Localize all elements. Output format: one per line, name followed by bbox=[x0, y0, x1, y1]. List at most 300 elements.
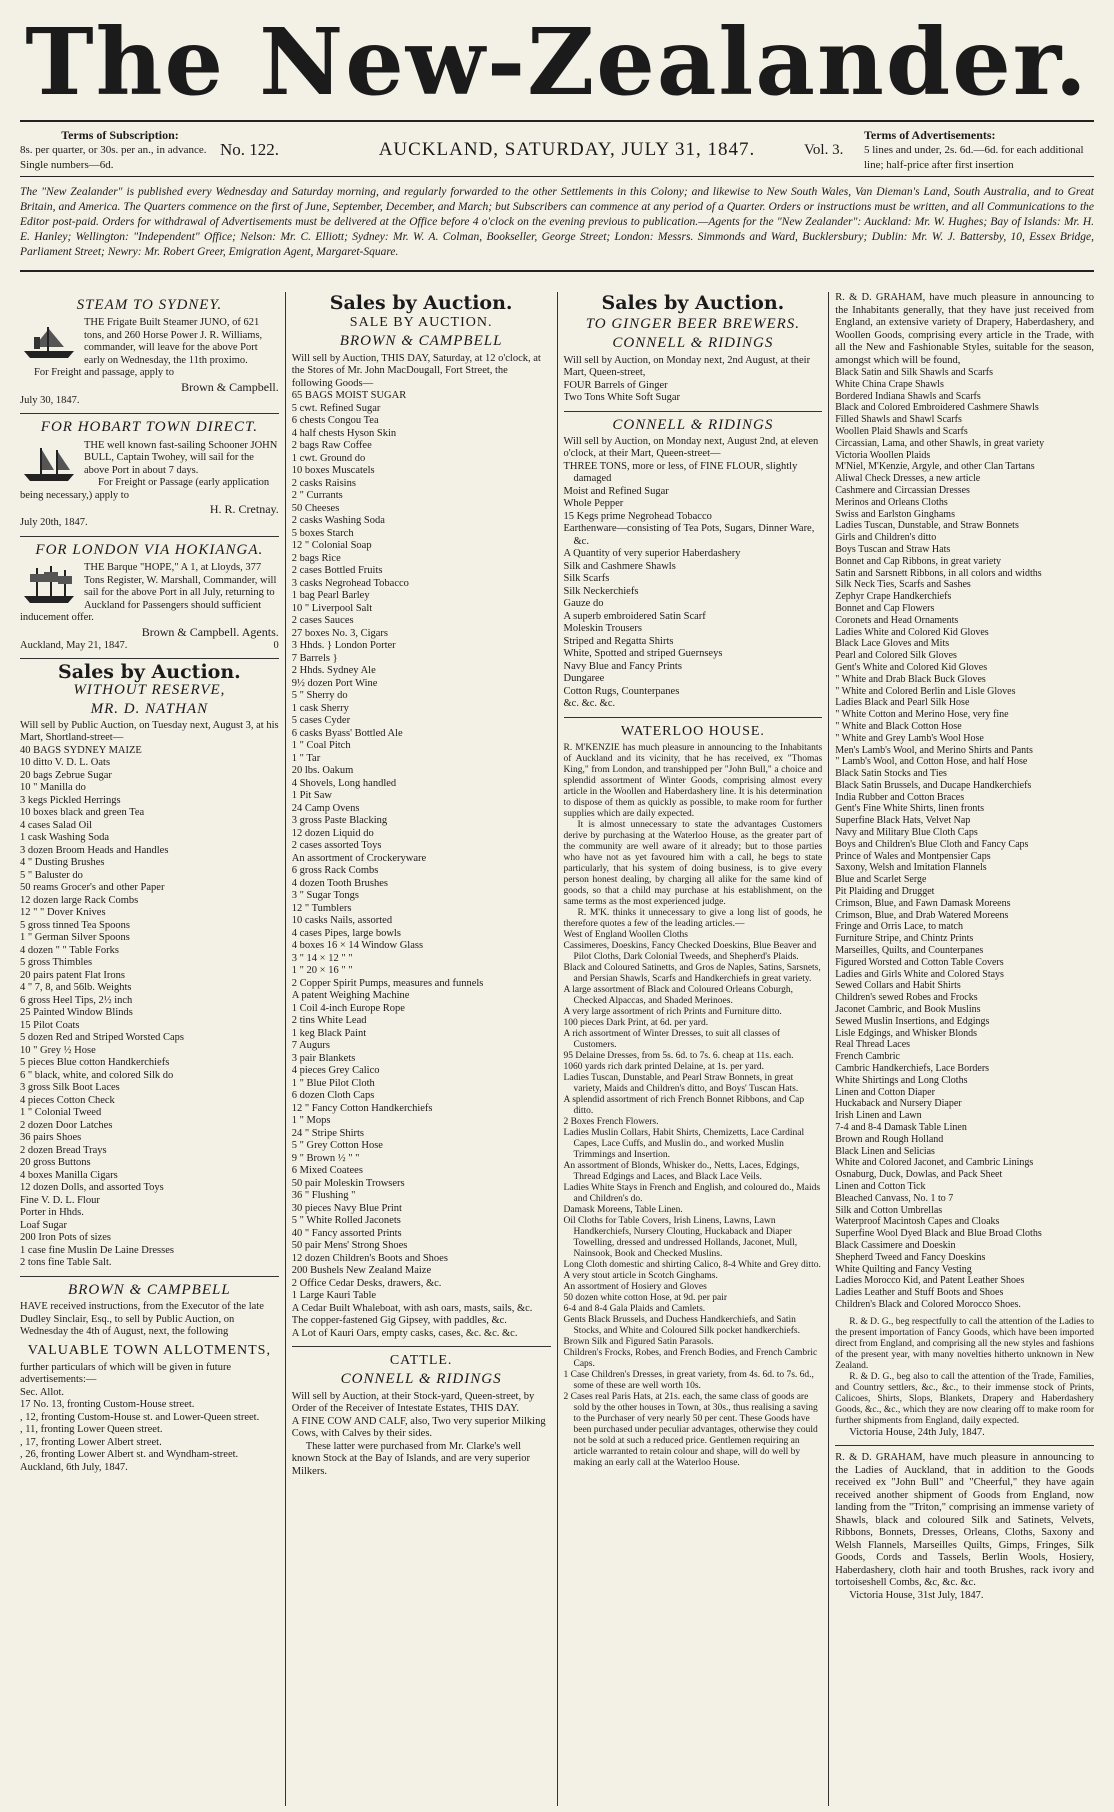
brown-campbell-heading: BROWN & CAMPBELL bbox=[68, 1281, 231, 1298]
list-item: 40 " Fancy assorted Prints bbox=[291, 1227, 402, 1239]
list-item: Zephyr Crape Handkerchiefs bbox=[835, 591, 952, 603]
list-item: Cambric Handkerchiefs, Lace Borders bbox=[835, 1063, 990, 1075]
list-item: 4 " Dusting Brushes bbox=[20, 857, 105, 869]
list-item: 36 pairs Shoes bbox=[20, 1132, 82, 1144]
list-item: 6-4 and 8-4 Gala Plaids and Camlets. bbox=[563, 1304, 706, 1315]
list-item: 6 dozen Cloth Caps bbox=[291, 1090, 375, 1102]
divider bbox=[20, 413, 279, 414]
list-item: Moist and Refined Sugar bbox=[563, 485, 669, 497]
list-item: 10 " Liverpool Salt bbox=[291, 602, 373, 614]
list-item: Gent's White and Colored Kid Gloves bbox=[835, 661, 988, 673]
list-item: Ladies Tuscan, Dunstable, and Straw Bonnets bbox=[835, 520, 1019, 532]
list-item: Shepherd Tweed and Fancy Doeskins bbox=[835, 1251, 986, 1263]
list-item: 7 Augurs bbox=[291, 1040, 330, 1052]
list-item: 12 dozen large Rack Combs bbox=[20, 894, 139, 906]
list-item: Ladies White Stays in French and English, and coloured do., Maids and Children's do. bbox=[563, 1183, 821, 1205]
list-item: 2 bags Raw Coffee bbox=[291, 440, 372, 452]
list-item: 20 lbs. Oakum bbox=[291, 765, 354, 777]
list-item: Black Satin Stocks and Ties bbox=[835, 768, 947, 780]
list-item: Black Lace Gloves and Mits bbox=[835, 638, 950, 650]
list-item: Furniture Stripe, and Chintz Prints bbox=[835, 933, 974, 945]
divider bbox=[292, 1346, 551, 1347]
cattle-auctioneer: CONNELL & RIDINGS bbox=[340, 1371, 502, 1388]
list-item: 4 cases Salad Oil bbox=[20, 819, 93, 831]
terms-heading: Terms of Subscription: bbox=[61, 127, 179, 142]
list-item: 2 " Currants bbox=[291, 490, 343, 502]
list-item: The copper-fastened Gig Gipsey, with paddles, &c. bbox=[291, 1315, 507, 1327]
list-item: Fringe and Orris Lace, to match bbox=[835, 921, 963, 933]
list-item: West of England Woollen Cloths bbox=[563, 930, 688, 941]
column-4 bbox=[828, 292, 1094, 1806]
cattle-heading: CATTLE. bbox=[389, 1353, 453, 1369]
list-item: 6 gross Heel Tips, 2½ inch bbox=[20, 994, 133, 1006]
publication-notice: The "New Zealander" is published every Wednesday and Saturday morning, and regularly forwarded to the other Settlements in this Colony; and likewise to New South Wales, Van Dieman's Land, South Australia, and to Great Britain, and America. The Quarters commence on the first of June, September, December, and March; but Subscribers can commence at any period of a Quarter. Orders or instructions must be written, and all Communications to the Editor post-paid. Orders for withdrawal of Advertisements must be delivered at the Office before 4 o'clock on the evening previous to publication.—Agents for the "New Zealander": Auckland: Mr. W. Hughes; Bay of Islands: Mr. H. E. Hanley; Wellington: "Independent" Office; Nelson: Mr. C. Elliott; Sydney: Mr. W. A. Colman, Bookseller, George Street; London: Messrs. Simmonds and Ward, Bucklersbury; Dublin: Mr. W. J. Battersby, 10, Essex Bridge, Parliament Street; Newry: Mr. Robert Greer, Emigration Agent, Margaret-Square. bbox=[20, 186, 1094, 258]
list-item: 2 bags Rice bbox=[291, 552, 341, 564]
list-item: 3 pair Blankets bbox=[291, 1052, 356, 1064]
list-item: 5 " Sherry do bbox=[291, 690, 348, 702]
sales-heading: Sales by Auction. bbox=[57, 661, 241, 684]
list-item: Moleskin Trousers bbox=[563, 623, 642, 635]
issue-number: No. 122. bbox=[220, 140, 280, 159]
graham-ad-2: R. & D. GRAHAM, have much pleasure in announcing to the Ladies of Auckland, that in addition to the Goods received ex "John Bull" and "Cheerful," they have again received another shipment of Goods from England, now landing from the "Triton," comprising an immense variety of Shawls, black and coloured Silk and Satinets, Velvets, Ribbons, Bonnets, Dresses, Orleans, Cloths, Saxony and Welsh Flannels, Marseilles Quilts, Gimps, Fringes, Silk Goods, Cords and Tassels, Berlin Wools, Hosiery, Haberdashery, cloth hair and tooth Brushes, rack ivory and tortoiseshell Combs, &c, &c. &c. bbox=[835, 1452, 1094, 1589]
list-item: India Rubber and Cotton Braces bbox=[835, 791, 965, 803]
list-item: 4 half chests Hyson Skin bbox=[291, 427, 397, 439]
list-item: Silk and Cashmere Shawls bbox=[563, 560, 676, 572]
list-item: 9½ dozen Port Wine bbox=[291, 677, 378, 689]
cr2-body: Will sell by Auction, on Monday next, August 2nd, at eleven o'clock, at their Mart, Queen-street— bbox=[563, 435, 819, 460]
list-item: 2 casks Raisins bbox=[291, 477, 356, 489]
cr1-item-list bbox=[564, 380, 823, 405]
list-item: 15 Pilot Coats bbox=[20, 1019, 80, 1031]
list-item: 6 gross Rack Combs bbox=[291, 865, 379, 877]
list-item: 1 " Mops bbox=[291, 1115, 331, 1127]
auctioneer: CONNELL & RIDINGS bbox=[612, 335, 774, 352]
list-item: 1 Pit Saw bbox=[291, 790, 333, 802]
list-item: 20 pairs patent Flat Irons bbox=[20, 969, 125, 981]
list-item: Dungaree bbox=[563, 673, 605, 685]
list-item: Bonnet and Cap Flowers bbox=[835, 602, 935, 614]
list-item: 4 boxes Manilla Cigars bbox=[20, 1169, 118, 1181]
list-item: 10 " Grey ½ Hose bbox=[20, 1044, 96, 1056]
list-item: THREE TONS, more or less, of FINE FLOUR, slightly damaged bbox=[563, 460, 798, 485]
list-item: 50 Cheeses bbox=[291, 502, 340, 514]
list-item: Ladies Leather and Stuff Boots and Shoes bbox=[835, 1287, 1004, 1299]
list-item: Linen and Cotton Diaper bbox=[835, 1086, 935, 1098]
list-item: 1 cwt. Ground do bbox=[291, 452, 366, 464]
waterloo-body-3: R. M'K. thinks it unnecessary to give a long list of goods, he therefore quotes a few of the leading articles.— bbox=[563, 908, 823, 930]
list-item: 1 cask Sherry bbox=[291, 702, 349, 714]
hobart-heading: FOR HOBART TOWN DIRECT. bbox=[40, 419, 258, 436]
list-item: 17 No. 13, fronting Custom-House street. bbox=[20, 1399, 195, 1411]
list-item: 2 tins White Lead bbox=[291, 1015, 367, 1027]
list-item: Porter in Hhds. bbox=[20, 1207, 84, 1219]
list-item: 12 dozen Liquid do bbox=[291, 827, 374, 839]
list-item: 3 casks Negrohead Tobacco bbox=[291, 577, 409, 589]
list-item: , 26, fronting Lower Albert st. and Wyndham-street. bbox=[20, 1449, 239, 1461]
list-item: Bordered Indiana Shawls and Scarfs bbox=[835, 390, 981, 402]
column-2 bbox=[285, 292, 557, 1806]
list-item: 1 " Blue Pilot Cloth bbox=[291, 1077, 375, 1089]
list-item: Oil Cloths for Table Covers, Irish Linens, Lawns, Lawn Handkerchiefs, Nursery Clouting, Huckaback and Diaper Towelling, dressed and undressed Hollands, Jaconet, Mull, Nainsook, Book and Checked Muslins. bbox=[563, 1216, 798, 1260]
list-item: 3 gross Paste Blacking bbox=[291, 815, 388, 827]
list-item: Osnaburg, Duck, Dowlas, and Pack Sheet bbox=[835, 1169, 1003, 1181]
list-item: Ladies Black and Pearl Silk Hose bbox=[835, 697, 970, 709]
nathan-item-list bbox=[20, 745, 279, 1270]
list-item: Silk Neckerchiefs bbox=[563, 585, 639, 597]
list-item: Navy Blue and Fancy Prints bbox=[563, 660, 682, 672]
list-item: 4 " 7, 8, and 56lb. Weights bbox=[20, 982, 132, 994]
volume-number: Vol. 3. bbox=[804, 141, 844, 158]
list-item: 4 dozen Tooth Brushes bbox=[291, 877, 388, 889]
list-item: 3 " Sugar Tongs bbox=[291, 890, 359, 902]
list-item: Earthenware—consisting of Tea Pots, Sugars, Dinner Ware, &c. bbox=[563, 523, 815, 547]
hobart-freight: For Freight or Passage (early application being necessary,) apply to bbox=[20, 477, 270, 501]
steam-date: July 30, 1847. bbox=[20, 394, 80, 406]
bc-date: Auckland, 6th July, 1847. bbox=[20, 1461, 128, 1473]
list-item: Loaf Sugar bbox=[20, 1219, 67, 1231]
list-item: " White and Grey Lamb's Wool Hose bbox=[835, 732, 984, 744]
list-item: Cashmere and Circassian Dresses bbox=[835, 484, 970, 496]
list-item: 2 Copper Spirit Pumps, measures and funnels bbox=[291, 977, 484, 989]
list-item: Jaconet Cambric, and Book Muslins bbox=[835, 1004, 981, 1016]
list-item: " White Cotton and Merino Hose, very fine bbox=[835, 709, 1009, 721]
list-item: Circassian, Lama, and other Shawls, in great variety bbox=[835, 437, 1045, 449]
list-item: 200 Bushels New Zealand Maize bbox=[291, 1265, 432, 1277]
list-item: Silk Scarfs bbox=[563, 573, 610, 585]
list-item: " Lamb's Wool, and Cotton Hose, and half Hose bbox=[835, 756, 1028, 768]
list-item: 9 " Brown ½ " " bbox=[291, 1152, 360, 1164]
auctioneer: CONNELL & RIDINGS bbox=[612, 416, 774, 433]
cr2-item-list bbox=[564, 461, 823, 711]
list-item: 1 bag Pearl Barley bbox=[291, 590, 370, 602]
subscription-terms bbox=[20, 128, 220, 173]
list-item: " White and Colored Berlin and Lisle Gloves bbox=[835, 685, 1016, 697]
list-item: 5 pieces Blue cotton Handkerchiefs bbox=[20, 1057, 170, 1069]
list-item: White Shirtings and Long Cloths bbox=[835, 1074, 968, 1086]
list-item: Waterproof Macintosh Capes and Cloaks bbox=[835, 1216, 1000, 1228]
list-item: 3 Hhds. } London Porter bbox=[291, 640, 396, 652]
cr1-body: Will sell by Auction, on Monday next, 2nd August, at their Mart, Queen-street, bbox=[563, 354, 811, 379]
list-item: A Quantity of very superior Haberdashery bbox=[563, 548, 741, 560]
list-item: 1 case fine Muslin De Laine Dresses bbox=[20, 1244, 174, 1256]
list-item: Black Satin and Silk Shawls and Scarfs bbox=[835, 367, 994, 378]
list-item: Brown and Rough Holland bbox=[835, 1133, 944, 1145]
list-item: Striped and Regatta Shirts bbox=[563, 635, 674, 647]
london-body: THE Barque "HOPE," A 1, at Lloyds, 377 Tons Register, W. Marshall, Commander, will sail for the above Port in all July, returning to Auckland for Passengers should sufficient inducement offer. bbox=[20, 562, 277, 624]
list-item: 4 dozen " " Table Forks bbox=[20, 944, 119, 956]
list-item: 5 gross tinned Tea Spoons bbox=[20, 919, 130, 931]
list-item: 1 Large Kauri Table bbox=[291, 1290, 377, 1302]
list-item: M'Niel, M'Kenzie, Argyle, and other Clan Tartans bbox=[835, 461, 1035, 473]
list-item: Victoria Woollen Plaids bbox=[835, 449, 931, 461]
list-item: " White and Black Cotton Hose bbox=[835, 720, 962, 732]
bc-body: HAVE received instructions, from the Executor of the late Dudley Sinclair, Esq., to sell by Public Auction, on Wednesday the 4th of August, next, the following bbox=[20, 1301, 264, 1338]
list-item: 25 Painted Window Blinds bbox=[20, 1007, 133, 1019]
list-item: Merinos and Orleans Cloths bbox=[835, 496, 948, 508]
list-item: Black and Coloured Satinetts, and Gros de Naples, Satins, Sarsnets, and Persian Shawls, Scarfs and Handkerchiefs in great variety. bbox=[563, 963, 821, 985]
steam-freight: For Freight and passage, apply to bbox=[34, 367, 174, 379]
list-item: An assortment of Blonds, Whisker do., Netts, Laces, Edgings, Thread Edgings and Laces, and Black Lace Veils. bbox=[563, 1161, 800, 1183]
ship-icon bbox=[20, 319, 78, 361]
list-item: 200 Iron Pots of sizes bbox=[20, 1232, 111, 1244]
list-item: 3 dozen Broom Heads and Handles bbox=[20, 844, 169, 856]
list-item: Navy and Military Blue Cloth Caps bbox=[835, 827, 978, 839]
list-item: An assortment of Hosiery and Gloves bbox=[563, 1282, 707, 1293]
list-item: Whole Pepper bbox=[563, 498, 624, 510]
list-item: 15 Kegs prime Negrohead Tobacco bbox=[563, 510, 712, 522]
sale-body: Will sell by Auction, THIS DAY, Saturday, at 12 o'clock, at the Stores of Mr. John MacDougall, Fort Street, the following Goods— bbox=[291, 352, 541, 389]
list-item: Crimson, Blue, and Fawn Damask Moreens bbox=[835, 897, 1011, 909]
list-item: Gauze do bbox=[563, 598, 604, 610]
list-item: 1 " Colonial Tweed bbox=[20, 1107, 102, 1119]
list-item: 4 Shovels, Long handled bbox=[291, 777, 397, 789]
list-item: Ladies White and Colored Kid Gloves bbox=[835, 626, 989, 638]
list-item: 95 Delaine Dresses, from 5s. 6d. to 7s. 6. cheap at 11s. each. bbox=[563, 1051, 794, 1062]
list-item: 20 bags Zebrue Sugar bbox=[20, 769, 112, 781]
list-item: Silk Neck Ties, Scarfs and Sashes bbox=[835, 579, 971, 591]
list-item: Superfine Wool Dyed Black and Blue Broad Cloths bbox=[835, 1228, 1042, 1240]
list-item: 6 chests Congou Tea bbox=[291, 415, 379, 427]
list-item: 12 " " Dover Knives bbox=[20, 907, 106, 919]
list-item: Sewed Muslin Insertions, and Edgings bbox=[835, 1015, 990, 1027]
waterloo-body: R. M'KENZIE has much pleasure in announcing to the Inhabitants of Auckland and its vicinity, that he has received, ex "Thomas King," from London, and transhipped per "John Bull," a choice and splendid assortment of Winter Goods, comprising almost every article in the Woollen and Haberdashery line. It is his determination to dispose of them as quickly as possible, to make room for further supplies which are daily expected. bbox=[563, 743, 823, 820]
list-item: Damask Moreens, Table Linen. bbox=[563, 1205, 683, 1216]
list-item: Sec. Allot. bbox=[20, 1386, 65, 1398]
list-item: Lisle Edgings, and Whisker Blonds bbox=[835, 1027, 977, 1039]
list-item: Prince of Wales and Montpensier Caps bbox=[835, 850, 991, 862]
list-item: 1 Case Children's Dresses, in great variety, from 4s. 6d. to 7s. 6d., some of these are well worth 10s. bbox=[563, 1370, 814, 1392]
cattle-body-2: A FINE COW AND CALF, also, Two very superior Milking Cows, with Calves by their sides. bbox=[291, 1415, 546, 1440]
list-item: 4 cases Pipes, large bowls bbox=[291, 927, 401, 939]
issue-date: AUCKLAND, SATURDAY, JULY 31, 1847. bbox=[378, 139, 756, 160]
list-item: White China Crape Shawls bbox=[835, 378, 944, 390]
list-item: Blue and Scarlet Serge bbox=[835, 874, 927, 886]
divider bbox=[835, 1445, 1094, 1446]
list-item: Pit Plaiding and Drugget bbox=[835, 886, 935, 898]
waterloo-heading: WATERLOO HOUSE. bbox=[620, 723, 765, 739]
list-item: A very large assortment of rich Prints and Furniture ditto. bbox=[563, 1007, 782, 1018]
list-item: 6 " black, white, and colored Silk do bbox=[20, 1069, 174, 1081]
list-item: 10 casks Nails, assorted bbox=[291, 915, 393, 927]
list-item: A superb embroidered Satin Scarf bbox=[563, 610, 706, 622]
list-item: 3 " 14 × 12 " " bbox=[291, 952, 353, 964]
list-item: 1 " Coal Pitch bbox=[291, 740, 351, 752]
divider bbox=[20, 658, 279, 659]
list-item: Cotton Rugs, Counterpanes bbox=[563, 685, 680, 697]
list-item: 5 boxes Starch bbox=[291, 527, 354, 539]
list-item: , 12, fronting Custom-House st. and Lower-Queen street. bbox=[20, 1411, 260, 1423]
divider bbox=[564, 717, 823, 718]
london-date-text: Auckland, May 21, 1847. bbox=[20, 639, 128, 651]
list-item: Superfine Black Hats, Velvet Nap bbox=[835, 815, 971, 827]
list-item: 50 reams Grocer's and other Paper bbox=[20, 882, 165, 894]
ads-line: 5 lines and under, 2s. 6d.—6d. for each additional line; half-price after first insertion bbox=[864, 143, 1084, 171]
list-item: A large assortment of Black and Coloured Orleans Coburgh, Checked Alpaccas, and Shaded Merinoes. bbox=[563, 985, 793, 1007]
list-item: 2 cases assorted Toys bbox=[291, 840, 382, 852]
list-item: Boys and Children's Blue Cloth and Fancy Caps bbox=[835, 838, 1029, 850]
list-item: , 11, fronting Lower Queen street. bbox=[20, 1424, 163, 1436]
list-item: 7-4 and 8-4 Damask Table Linen bbox=[835, 1122, 967, 1133]
list-item: 1 cask Washing Soda bbox=[20, 832, 110, 844]
list-item: 2 casks Washing Soda bbox=[291, 515, 385, 527]
list-item: 2 Cases real Paris Hats, at 21s. each, the same class of goods are sold by the other houses in Town, at 30s., thus realising a saving to the Purchaser of very nearly 50 per cent. These Goods have been purchased under peculiar advantages, otherwise they could not be sold at such a reduced price. Gentlemen requiring an article warranted to retain colour and shape, will do well by making an early call at the Waterloo House. bbox=[563, 1392, 818, 1469]
list-item: 10 boxes black and green Tea bbox=[20, 807, 145, 819]
steam-heading: STEAM TO SYDNEY. bbox=[76, 297, 223, 313]
london-date bbox=[20, 640, 279, 653]
list-item: Filled Shawls and Shawl Scarfs bbox=[835, 414, 962, 426]
list-item: Ladies and Girls White and Colored Stays bbox=[835, 968, 1004, 980]
list-item: Men's Lamb's Wool, and Merino Shirts and Pants bbox=[835, 744, 1033, 756]
terms-line: 8s. per quarter, or 30s. per an., in advance. bbox=[20, 143, 207, 156]
list-item: 27 boxes No. 3, Cigars bbox=[291, 627, 388, 639]
auctioneer: BROWN & CAMPBELL bbox=[339, 333, 503, 350]
hobart-date: July 20th, 1847. bbox=[20, 517, 88, 529]
list-item: White, Spotted and striped Guernseys bbox=[563, 648, 723, 660]
list-item: Linen and Cotton Tick bbox=[835, 1180, 926, 1192]
list-item: 7 Barrels } bbox=[291, 652, 338, 664]
list-item: 5 cases Cyder bbox=[291, 715, 351, 727]
list-item: Aliwal Check Dresses, a new article bbox=[835, 473, 981, 485]
list-item: Figured Worsted and Cotton Table Covers bbox=[835, 956, 1004, 968]
list-item: 5 dozen Red and Striped Worsted Caps bbox=[20, 1032, 185, 1044]
advertisement-terms bbox=[864, 128, 1094, 173]
cattle-body-3: These latter were purchased from Mr. Clarke's well known Stock at the Bay of Islands, and are very superior Milkers. bbox=[291, 1440, 530, 1477]
list-item: Ladies Muslin Collars, Habit Shirts, Chemizetts, Lace Cardinal Capes, Lace Cuffs, and Muslin do., and worked Muslin Trimmings and Insertion. bbox=[563, 1128, 805, 1161]
list-item: 1 " Tar bbox=[291, 752, 321, 764]
list-item: 50 pair Moleskin Trowsers bbox=[291, 1177, 405, 1189]
list-item: Ladies Tuscan, Dunstable, and Pearl Straw Bonnets, in great variety, Maids and Children's ditto, and Boys' Tuscan Hats. bbox=[563, 1073, 799, 1095]
list-item: 20 gross Buttons bbox=[20, 1157, 91, 1169]
waterloo-item-list bbox=[564, 930, 823, 1469]
list-item: 4 boxes 16 × 14 Window Glass bbox=[291, 940, 424, 952]
list-item: Children's sewed Robes and Frocks bbox=[835, 992, 978, 1004]
steam-body: THE Frigate Built Steamer JUNO, of 621 tons, and 260 Horse Power J. R. Williams, commander, will leave for the above Port early on Wednesday, the 11th proximo. bbox=[84, 317, 263, 366]
list-item: 30 pieces Navy Blue Print bbox=[291, 1202, 402, 1214]
columns bbox=[20, 292, 1094, 1806]
list-item: A Cedar Built Whaleboat, with ash oars, masts, sails, &c. bbox=[291, 1302, 533, 1314]
graham-date-2: Victoria House, 31st July, 1847. bbox=[849, 1589, 984, 1601]
list-item: French Cambric bbox=[835, 1051, 900, 1063]
london-signature: Brown & Campbell. Agents. bbox=[141, 624, 279, 639]
list-item: 24 Camp Ovens bbox=[291, 802, 360, 814]
list-item: 5 " Baluster do bbox=[20, 869, 83, 881]
list-item: 2 dozen Door Latches bbox=[20, 1119, 113, 1131]
list-item: 2 Hhds. Sydney Ale bbox=[291, 665, 376, 677]
list-item: 12 dozen Dolls, and assorted Toys bbox=[20, 1182, 164, 1194]
list-item: 40 BAGS SYDNEY MAIZE bbox=[20, 744, 142, 756]
list-item: " White and Drab Black Buck Gloves bbox=[835, 673, 986, 685]
list-item: 1060 yards rich dark printed Delaine, at 1s. per yard. bbox=[563, 1062, 764, 1073]
list-item: Black Linen and Selicias bbox=[835, 1145, 935, 1157]
graham-intro: R. & D. GRAHAM, have much pleasure in announcing to the Inhabitants generally, that they have just received from England, an extensive variety of Drapery, Haberdashery, and Woollen Goods, comprising every article in the Trade, with all the New and Fashionable Styles, suitable for the season, amongst which will be found, bbox=[835, 292, 1094, 366]
list-item: Woollen Plaid Shawls and Scarfs bbox=[835, 425, 968, 437]
list-item: Long Cloth domestic and shirting Calico, 8-4 White and Grey ditto. bbox=[563, 1260, 821, 1271]
auctioneer-nathan: MR. D. NATHAN bbox=[90, 700, 209, 717]
list-item: Marseilles, Quilts, and Counterpanes bbox=[835, 945, 984, 957]
list-item: Fine V. D. L. Flour bbox=[20, 1194, 100, 1206]
list-item: 10 ditto V. D. L. Oats bbox=[20, 757, 111, 769]
list-item: 1 Coil 4-inch Europe Rope bbox=[291, 1002, 405, 1014]
list-item: Bonnet and Cap Ribbons, in great variety bbox=[835, 555, 1002, 567]
bc-allotment-list bbox=[20, 1387, 279, 1462]
list-item: Boys Tuscan and Straw Hats bbox=[835, 543, 951, 555]
info-rule bbox=[20, 176, 1094, 177]
list-item: Pearl and Colored Silk Gloves bbox=[835, 650, 957, 662]
list-item: Satin and Sarsnett Ribbons, in all colors and widths bbox=[835, 567, 1042, 579]
ginger-heading: TO GINGER BEER BREWERS. bbox=[585, 316, 801, 333]
list-item: 2 Boxes French Flowers. bbox=[563, 1117, 659, 1128]
list-item: 6 casks Byass' Bottled Ale bbox=[291, 727, 403, 739]
list-item: 5 gross Thimbles bbox=[20, 957, 93, 969]
sales-heading: Sales by Auction. bbox=[601, 292, 785, 314]
list-item: Children's Frocks, Robes, and French Bodies, and French Cambric Caps. bbox=[563, 1348, 818, 1370]
list-item: Gents Black Brussels, and Duchess Handkerchiefs, and Satin Stocks, and White and Coloured Silk pocket handkerchiefs. bbox=[563, 1315, 800, 1337]
list-item: 1 " 20 × 16 " " bbox=[291, 965, 353, 977]
list-item: Bleached Canvass, No. 1 to 7 bbox=[835, 1192, 954, 1204]
list-item: 24 " Stripe Shirts bbox=[291, 1127, 364, 1139]
list-item: , 17, fronting Lower Albert street. bbox=[20, 1436, 162, 1448]
ship-icon bbox=[20, 564, 78, 606]
list-item: Irish Linen and Lawn bbox=[835, 1110, 922, 1122]
list-item: Children's Black and Colored Morocco Shoes. bbox=[835, 1298, 1021, 1310]
graham-para-1: R. & D. G., beg respectfully to call the attention of the Ladies to the present importation of Fancy Goods, which have been imported direct from England, and comprising all the new styles and fashions of the present year, with many novelties hitherto unknown in New Zealand. bbox=[835, 1316, 1094, 1371]
list-item: Saxony, Welsh and Imitation Flannels bbox=[835, 862, 987, 874]
sale-item-list bbox=[292, 390, 551, 1340]
graham-date-1: Victoria House, 24th July, 1847. bbox=[849, 1426, 985, 1438]
notice-rule bbox=[20, 270, 1094, 272]
steam-signature: Brown & Campbell. bbox=[181, 379, 279, 394]
list-item: 2 cases Sauces bbox=[291, 615, 354, 627]
without-reserve: WITHOUT RESERVE, bbox=[73, 682, 226, 699]
list-item: Huckaback and Nursery Diaper bbox=[835, 1098, 962, 1110]
ship-icon bbox=[20, 442, 78, 484]
list-item: 12 " Fancy Cotton Handkerchiefs bbox=[291, 1102, 433, 1114]
list-item: 36 " Flushing " bbox=[291, 1190, 356, 1202]
terms-line: Single numbers—6d. bbox=[20, 158, 114, 171]
list-item: 50 pair Mens' Strong Shoes bbox=[291, 1240, 408, 1252]
list-item: Coronets and Head Ornaments bbox=[835, 614, 959, 626]
list-item: 12 dozen Children's Boots and Shoes bbox=[291, 1252, 448, 1264]
list-item: 2 cases Bottled Fruits bbox=[291, 565, 383, 577]
list-item: 6 Mixed Coatees bbox=[291, 1165, 363, 1177]
hobart-body: THE well known fast-sailing Schooner JOHN BULL, Captain Twohey, will sail for the above Port in about 7 days. bbox=[84, 439, 278, 476]
column-1 bbox=[20, 292, 285, 1806]
list-item: Gent's Fine White Shirts, linen fronts bbox=[835, 803, 985, 815]
list-item: A patent Weighing Machine bbox=[291, 990, 410, 1002]
graham-para-2: R. & D. G., beg also to call the attention of the Trade, Families, and Country settlers, &c., &c., to their immense stock of Prints, Calicoes, Shirts, Slops, Blankets, Drapery and Haberdashery Goods, &c., &c., which they are now clearing off to make room for further shipments from England, daily expected. bbox=[835, 1371, 1094, 1426]
list-item: Crimson, Blue, and Drab Watered Moreens bbox=[835, 909, 1009, 921]
divider bbox=[20, 536, 279, 537]
list-item: 5 " Grey Cotton Hose bbox=[291, 1140, 383, 1152]
list-item: 100 pieces Dark Print, at 6d. per yard. bbox=[563, 1018, 709, 1029]
list-item: 4 pieces Cotton Check bbox=[20, 1094, 115, 1106]
london-heading: FOR LONDON VIA HOKIANGA. bbox=[35, 541, 264, 558]
graham-item-list bbox=[835, 367, 1094, 1311]
ads-heading: Terms of Advertisements: bbox=[864, 127, 996, 142]
list-item: 10 " Manilla do bbox=[20, 782, 86, 794]
list-item: 50 dozen white cotton Hose, at 9d. per pair bbox=[563, 1293, 728, 1304]
top-rule bbox=[20, 120, 1094, 122]
list-item: Girls and Children's ditto bbox=[835, 532, 937, 544]
divider bbox=[564, 411, 823, 412]
list-item: Swiss and Earlston Ginghams bbox=[835, 508, 955, 520]
list-item: Black Cassimere and Doeskin bbox=[835, 1239, 956, 1251]
list-item: 10 boxes Muscatels bbox=[291, 465, 375, 477]
list-item: Sewed Collars and Habit Shirts bbox=[835, 980, 961, 992]
list-item: 1 " German Silver Spoons bbox=[20, 932, 130, 944]
list-item: Silk and Cotton Umbrellas bbox=[835, 1204, 943, 1216]
list-item: &c. &c. &c. bbox=[563, 698, 616, 710]
